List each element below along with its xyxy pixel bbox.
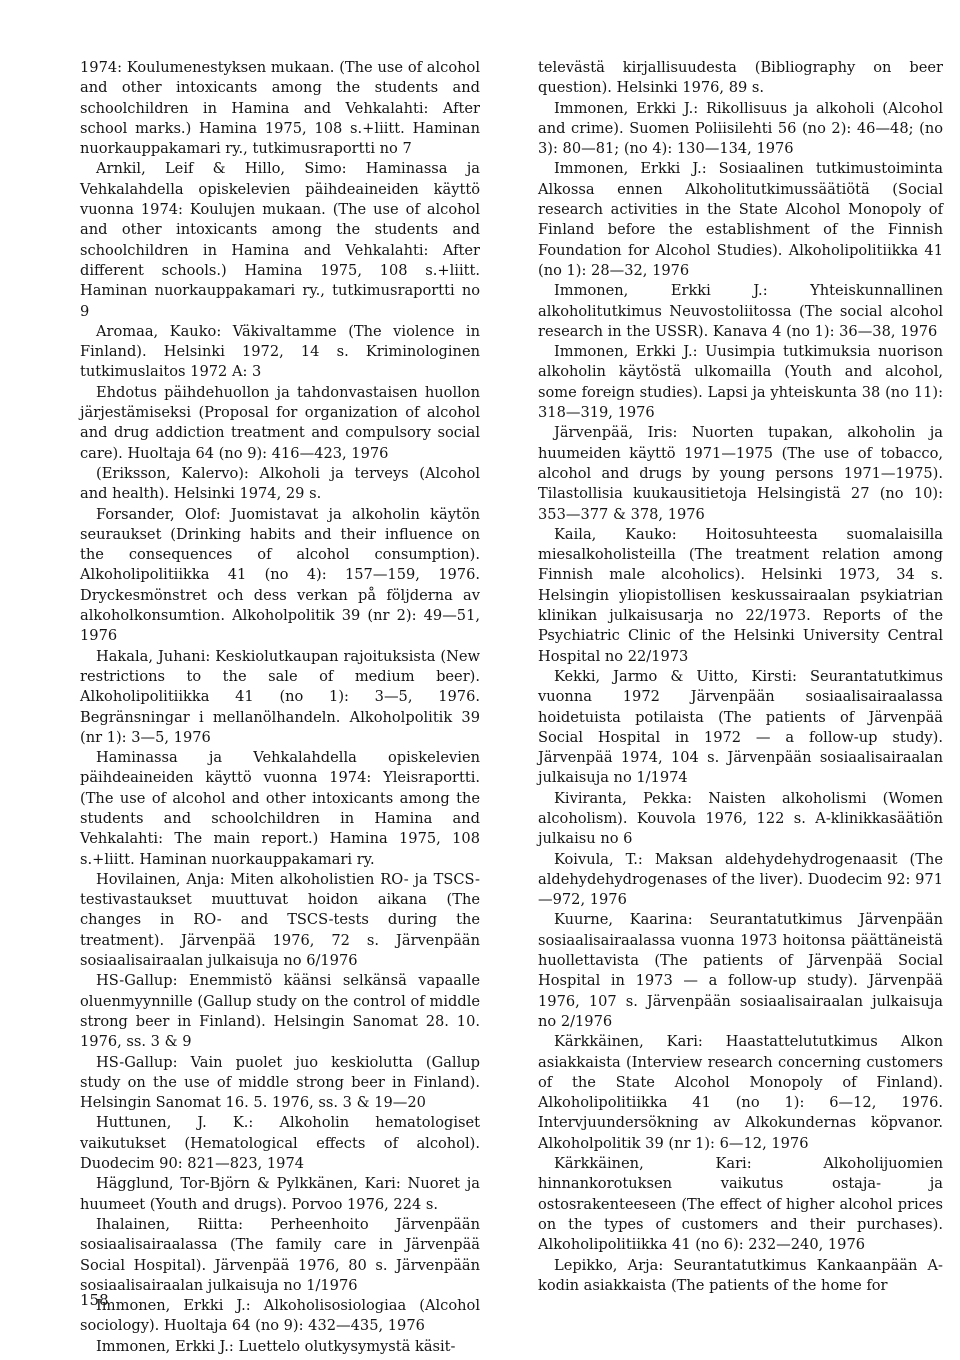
bibliography-entry: Immonen, Erkki J.: Alkoholisosiologiaa (Alcohol sociology). Huoltaja 64 (no 9): 432—435, 1976 (80, 1297, 480, 1335)
bibliography-entry: HS-Gallup: Vain puolet juo keskiolutta (Gallup study on the use of middle strong beer in Finland). Helsingin Sanomat 16. 5. 1976, ss. 3 & 19—20 (80, 1053, 480, 1112)
bibliography-entry: Kärkkäinen, Kari: Haastattelututkimus Alkon asiakkaista (Interview research concerning customers of the State Alcohol Monopoly of Finland). Alkoholipolitiikka 41 (no 1): 6—12, 1976. Intervjuundersökning av Alkokundernas köpvanor. Alkoholpolitik 39 (nr 1): 6—12, 1976 (538, 1033, 943, 1152)
bibliography-entry: Huttunen, J. K.: Alkoholin hematologiset vaikutukset (Hematological effects of alcohol). Duodecim 90: 821—823, 1974 (80, 1114, 480, 1173)
bibliography-entry: Immonen, Erkki J.: Rikollisuus ja alkoholi (Alcohol and crime). Suomen Poliisilehti 56 (no 2): 46—48; (no 3): 80—81; (no 4): 130—134, 1976 (538, 99, 943, 158)
bibliography-entry: Hakala, Juhani: Keskiolutkaupan rajoituksista (New restrictions to the sale of medium beer). Alkoholipolitiikka 41 (no 1): 3—5, 1976. Begränsningar i mellanölhandeln. Alkoholpolitik 39 (nr 1): 3—5, 1976 (80, 647, 480, 746)
bibliography-entry: Hovilainen, Anja: Miten alkoholistien RO- ja TSCS-testivastaukset muuttuvat hoidon aikana (The changes in RO- and TSCS-tests during the treatment). Järvenpää 1976, 72 s. Järvenpään sosiaalisairaalan julkaisuja no 6/1976 (80, 870, 480, 970)
bibliography-entry: Järvenpää, Iris: Nuorten tupakan, alkoholin ja huumeiden käyttö 1971—1975 (The use of tobacco, alcohol and drugs by young persons 1971—1975). Tilastollisia kuukausitietoja Helsingistä 27 (no 10): 353—377 & 378, 1976 (538, 424, 943, 523)
left-column (80, 58, 480, 1357)
bibliography-entry: HS-Gallup: Enemmistö käänsi selkänsä vapaalle oluenmyynnille (Gallup study on the control of middle strong beer in Finland). Helsingin Sanomat 28. 10. 1976, ss. 3 & 9 (80, 972, 480, 1051)
bibliography-entry: Aromaa, Kauko: Väkivaltamme (The violence in Finland). Helsinki 1972, 14 s. Kriminologinen tutkimuslaitos 1972 A: 3 (80, 322, 480, 381)
bibliography-entry: (Eriksson, Kalervo): Alkoholi ja terveys (Alcohol and health). Helsinki 1974, 29 s. (80, 464, 480, 503)
bibliography-entry: Kärkkäinen, Kari: Alkoholijuomien hinnankorotuksen vaikutus ostaja- ja ostosrakenteeseen (The effect of higher alcohol prices on the types of customers and their purchases). Alkoholipolitiikka 41 (no 6): 232—240, 1976 (538, 1155, 943, 1254)
page-number: 158 (80, 1291, 109, 1309)
bibliography-entry: 1974: Koulumenestyksen mukaan. (The use of alcohol and other intoxicants among the students and schoolchildren in Hamina and Vehkalahti: After school marks.) Hamina 1975, 108 s.+liitt. Haminan nuorkauppakamari ry., tutkimusraportti no 7 (80, 59, 480, 158)
bibliography-entry: Immonen, Erkki J.: Yhteiskunnallinen alkoholitutkimus Neuvostoliitossa (The social alcohol research in the USSR). Kanava 4 (no 1): 36—38, 1976 (538, 282, 943, 340)
bibliography-entry: Kuurne, Kaarina: Seurantatutkimus Järvenpään sosiaalisairaalassa vuonna 1973 hoitonsa päättäneistä huollettavista (The patients of Järvenpää Social Hospital in 1973 — a follow-up study). Järvenpää 1976, 107 s. Järvenpään sosiaalisairaalan julkaisuja no 2/1976 (538, 911, 943, 1030)
bibliography-entry: Lepikko, Arja: Seurantatutkimus Kankaanpään A-kodin asiakkaista (The patients of the home for (538, 1256, 943, 1294)
bibliography-entry: Ihalainen, Riitta: Perheenhoito Järvenpään sosiaalisairaalassa (The family care in Järvenpää Social Hospital). Järvenpää 1976, 80 s. Järvenpään sosiaalisairaalan julkaisuja no 1/1976 (80, 1215, 480, 1294)
bibliography-entry: Immonen, Erkki J.: Uusimpia tutkimuksia nuorison alkoholin käytöstä ulkomailla (Youth and alcohol, some foreign studies). Lapsi ja yhteiskunta 38 (no 11): 318—319, 1976 (538, 343, 943, 422)
bibliography-entry: Koivula, T.: Maksan aldehydehydrogenaasit (The aldehydehydrogenases of the liver). Duodecim 92: 971—972, 1976 (538, 850, 943, 909)
bibliography-entry: Hägglund, Tor-Björn & Pylkkänen, Kari: Nuoret ja huumeet (Youth and drugs). Porvoo 1976, 224 s. (80, 1175, 480, 1213)
bibliography-entry: Kiviranta, Pekka: Naisten alkoholismi (Women alcoholism). Kouvola 1976, 122 s. A-klinikkasäätiön julkaisu no 6 (538, 789, 943, 848)
bibliography-entry: Kaila, Kauko: Hoitosuhteesta suomalaisilla miesalkoholisteilla (The treatment relation among Finnish male alcoholics). Helsinki 1973, 34 s. Helsingin yliopistollisen keskussairaalan psykiatrian klinikan julkaisusarja no 22/1973. Reports of the Psychiatric Clinic of the Helsinki University Central Hospital no 22/1973 (538, 525, 943, 665)
right-column (538, 58, 943, 1296)
bibliography-entry: Haminassa ja Vehkalahdella opiskelevien päihdeaineiden käyttö vuonna 1974: Yleisraportti. (The use of alcohol and other intoxicants among the students and schoolchildren in Hamina and Vehkalahti: The main report.) Hamina 1975, 108 s.+liitt. Haminan nuorkauppakamari ry. (80, 749, 480, 868)
bibliography-entry: Immonen, Erkki J.: Sosiaalinen tutkimustoiminta Alkossa ennen Alkoholitutkimussäätiötä (Social research activities in the State Alcohol Monopoly of Finland before the establishment of the Finnish Foundation for Alcohol Studies). Alkoholipolitiikka 41 (no 1): 28—32, 1976 (538, 160, 943, 279)
bibliography-entry: Ehdotus päihdehuollon ja tahdonvastaisen huollon järjestämiseksi (Proposal for organization of alcohol and drug addiction treatment and compulsory social care). Huoltaja 64 (no 9): 416—423, 1976 (80, 383, 480, 462)
bibliography-entry: Forsander, Olof: Juomistavat ja alkoholin käytön seuraukset (Drinking habits and their influence on the consequences of alcohol consumption). Alkoholipolitiikka 41 (no 4): 157—159, 1976. Dryckesmönstret och dess verkan på följderna av alkoholkonsumtion. Alkoholpolitik 39 (nr 2): 49—51, 1976 (80, 505, 480, 645)
bibliography-entry: Kekki, Jarmo & Uitto, Kirsti: Seurantatutkimus vuonna 1972 Järvenpään sosiaalisairaalassa hoidetuista potilaista (The patients of Järvenpää Social Hospital in 1972 — a follow-up study). Järvenpää 1974, 104 s. Järvenpään sosiaalisairaalan julkaisuja no 1/1974 (538, 667, 943, 787)
bibliography-entry: televästä kirjallisuudesta (Bibliography on beer question). Helsinki 1976, 89 s. (538, 59, 943, 97)
bibliography-entry: Immonen, Erkki J.: Luettelo olutkysymystä käsit- (96, 1337, 456, 1355)
bibliography-entry: Arnkil, Leif & Hillo, Simo: Haminassa ja Vehkalahdella opiskelevien päihdeaineiden käyttö vuonna 1974: Koulujen mukaan. (The use of alcohol and other intoxicants among the students and schoolchildren in Hamina and Vehkalahti: After different schools.) Hamina 1975, 108 s.+liitt. Haminan nuorkauppakamari ry., tutkimusraportti no 9 (80, 160, 480, 320)
